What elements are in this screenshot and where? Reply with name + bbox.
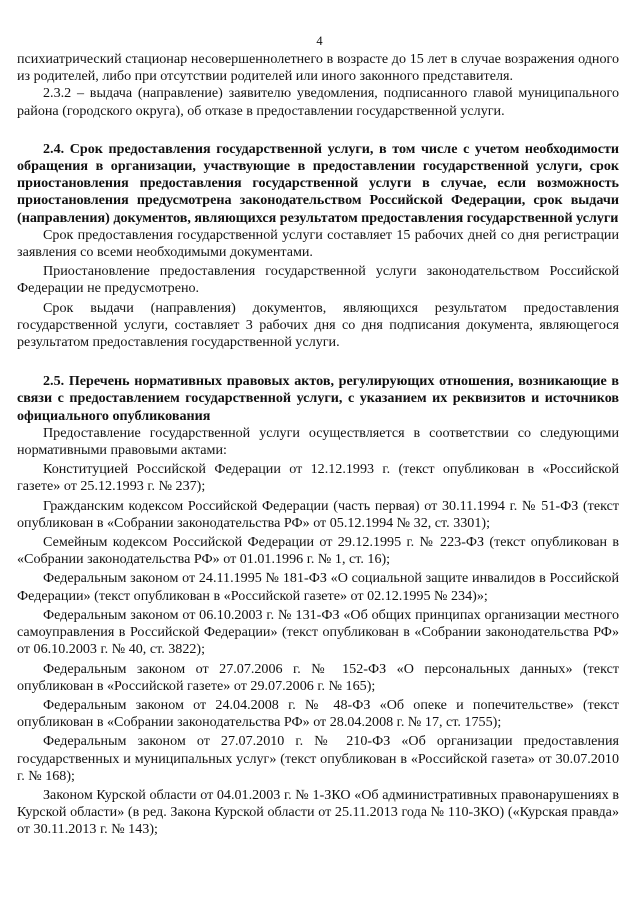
legal-act-item: Федеральным законом от 24.11.1995 № 181-ФЗ «О социальной защите инвалидов в Российской Федерации» (текст опубликован в «Российской газете» от 02.12.1995 № 234)»; xyxy=(17,570,619,604)
legal-act-item: Гражданским кодексом Российской Федерации (часть первая) от 30.11.1994 г. № 51-ФЗ (текст опубликован в «Собрании законодательства РФ» от 05.12.1994 № 32, ст. 3301); xyxy=(17,497,619,531)
paragraph-legal-acts-intro: Предоставление государственной услуги осуществляется в соответствии со следующими нормативными правовыми актами: xyxy=(17,424,619,459)
legal-act-item: Федеральным законом от 27.07.2006 г. № 152-ФЗ «О персональных данных» (текст опубликован в «Российской газете» от 29.07.2006 г. № 165); xyxy=(17,660,619,694)
legal-act-item: Федеральным законом от 06.10.2003 г. № 131-ФЗ «Об общих принципах организации местного самоуправления в Российской Федерации» (текст опубликован в «Собрании законодательства РФ» от 06.10.2003 г. № 40, ст. 3822); xyxy=(17,606,619,658)
document-body xyxy=(17,51,619,839)
legal-act-item: Законом Курской области от 04.01.2003 г. № 1-ЗКО «Об административных правонарушениях в Курской области» (в ред. Закона Курской области от 25.11.2013 года № 110-ЗКО) («Курская правда» от 30.11.2013 г. № 143); xyxy=(17,786,619,838)
legal-act-item: Федеральным законом от 27.07.2010 г. № 210-ФЗ «Об организации предоставления государственных и муниципальных услуг» (текст опубликован в «Российской газета» от 30.07.2010 г. № 168); xyxy=(17,733,619,784)
paragraph-continuation: психиатрический стационар несовершеннолетнего в возрасте до 15 лет в случае возражения одного из родителей, либо при отсутствии родителей или иного законного представителя. xyxy=(17,51,619,85)
paragraph-2-3-2: 2.3.2 – выдача (направление) заявителю уведомления, подписанного главой муниципального района (городского округа), об отказе в предоставлении государственной услуги. xyxy=(17,85,619,119)
legal-act-item: Конституцией Российской Федерации от 12.12.1993 г. (текст опубликован в «Российской газете» от 25.12.1993 г. № 237); xyxy=(17,461,619,495)
section-heading-2-4: 2.4. Срок предоставления государственной услуги, в том числе с учетом необходимости обращения в организации, участвующие в предоставлении государственной услуги, срок приостановления предоставления государственной услуги в случае, если возможность приостановления предусмотрена законодательством Российской Федерации, срок выдачи (направления) документов, являющихся результатом предоставления государственной услуги xyxy=(17,140,619,226)
paragraph-term: Срок предоставления государственной услуги составляет 15 рабочих дней со дня регистрации заявления со всеми необходимыми документами. xyxy=(17,226,619,261)
page-number: 4 xyxy=(316,34,323,48)
section-heading-2-5: 2.5. Перечень нормативных правовых актов, регулирующих отношения, возникающие в связи с предоставлением государственной услуги, с указанием их реквизитов и источников официального опубликования xyxy=(17,373,619,424)
paragraph-issue-term: Срок выдачи (направления) документов, являющихся результатом предоставления государственной услуги, составляет 3 рабочих дня со дня подписания документа, являющегося результатом предоставления государственной услуги. xyxy=(17,299,619,351)
legal-act-item: Федеральным законом от 24.04.2008 г. № 48-ФЗ «Об опеке и попечительстве» (текст опубликован в «Собрании законодательства РФ» от 28.04.2008 г. № 17, ст. 1755); xyxy=(17,696,619,731)
legal-act-item: Семейным кодексом Российской Федерации от 29.12.1995 г. № 223-ФЗ (текст опубликован в «Собрании законодательства РФ» от 01.01.1996 г. № 1, ст. 16); xyxy=(17,534,619,568)
paragraph-suspension: Приостановление предоставления государственной услуги законодательством Российской Федерации не предусмотрено. xyxy=(17,263,619,297)
